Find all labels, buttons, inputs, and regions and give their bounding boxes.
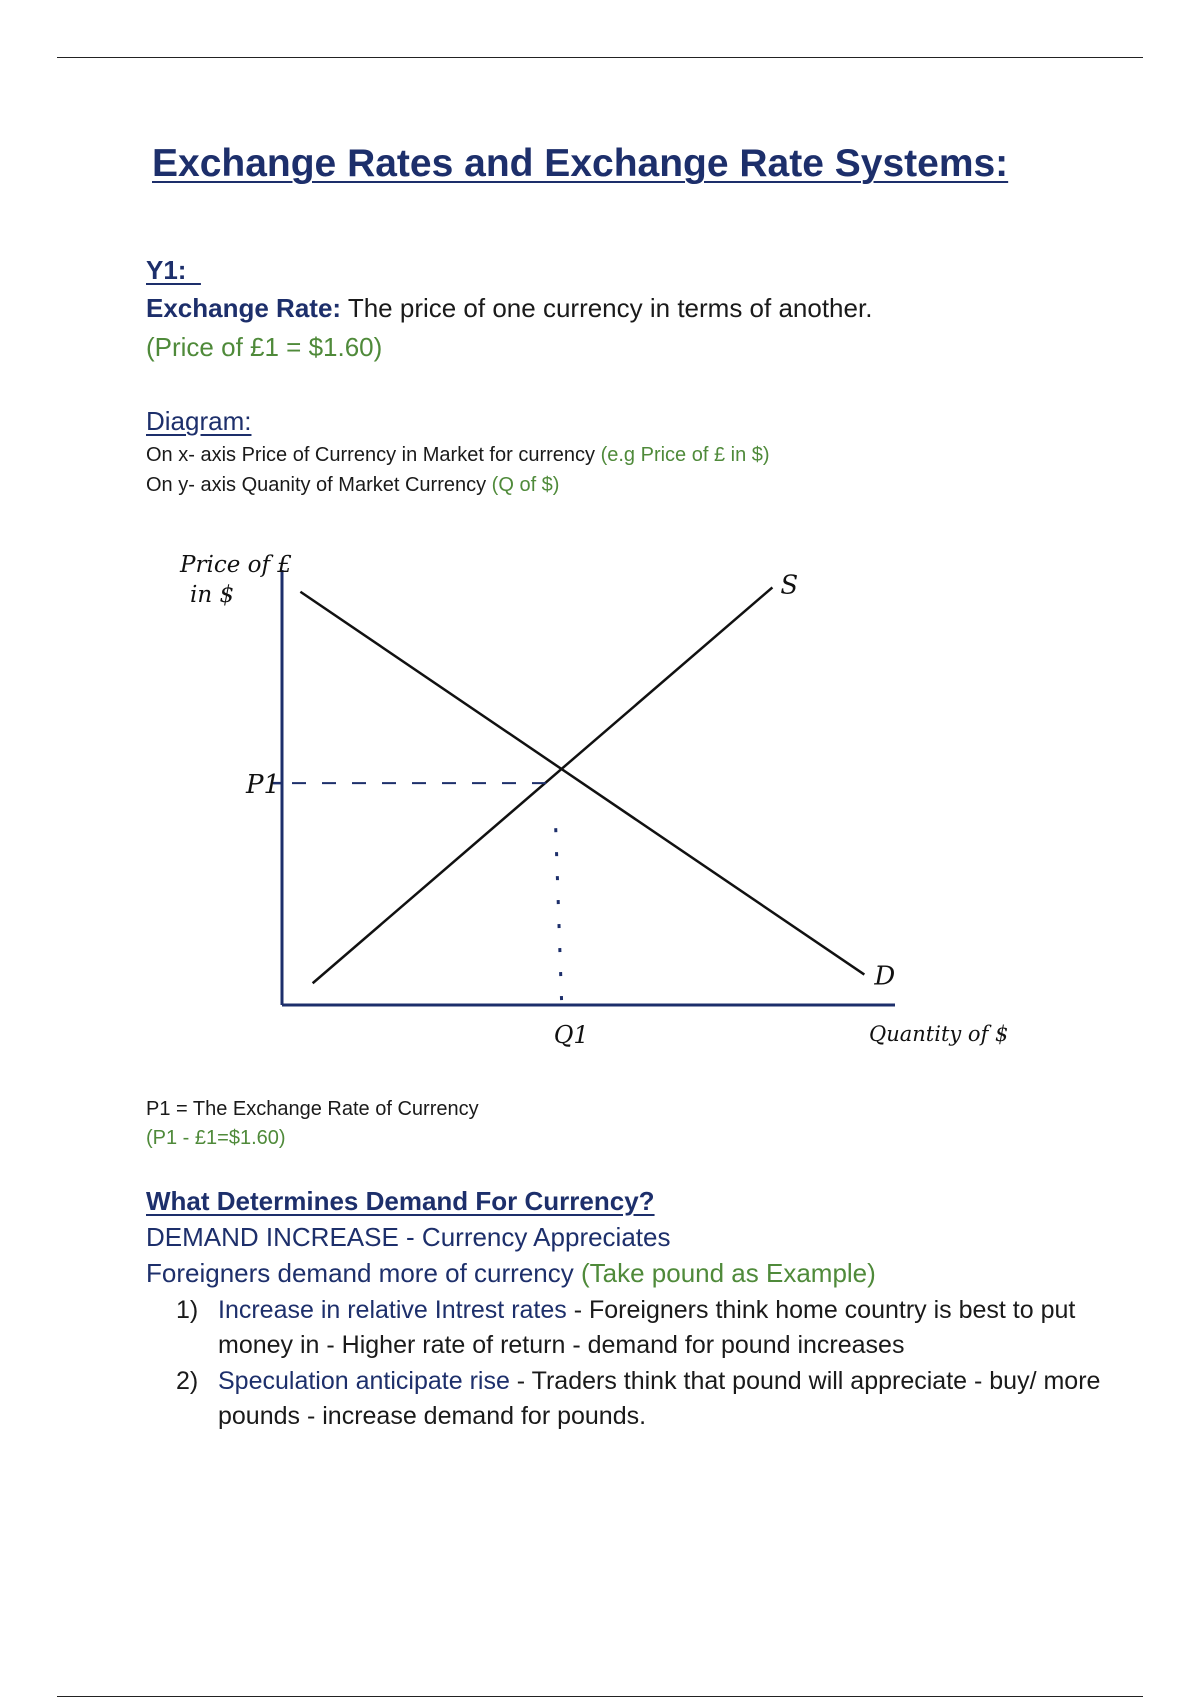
y-axis-note-example: (Q of $) [491, 474, 560, 496]
supply-label: S [780, 570, 799, 601]
y-axis-label-line2: in $ [190, 582, 235, 608]
list-item-body [218, 1293, 1106, 1363]
supply-demand-chart [0, 530, 1200, 1070]
page-title: Exchange Rates and Exchange Rate Systems: [152, 142, 1009, 185]
section-y1-heading: Y1: [146, 255, 201, 285]
p1-label: P1 [246, 770, 281, 801]
list-item-text: - Traders think that pound will appreciate - buy/ more pounds - increase demand for pounds. [218, 1367, 1101, 1430]
exchange-rate-definition [146, 293, 872, 324]
definition-text: The price of one currency in terms of another. [341, 293, 873, 323]
x-axis-note-text: On x- axis Price of Currency in Market for currency [146, 444, 601, 466]
x-axis-label: Quantity of $ [869, 1022, 1009, 1046]
foreigners-text: Foreigners demand more of currency [146, 1258, 581, 1288]
y-axis-label: Price of £ [180, 552, 292, 578]
definition-example: (Price of £1 = $1.60) [146, 332, 383, 362]
list-item [176, 1293, 1106, 1363]
list-item-lead: Increase in relative Intrest rates [218, 1296, 567, 1324]
definition-term: Exchange Rate: [146, 293, 342, 323]
p1-note: P1 = The Exchange Rate of Currency [146, 1098, 479, 1120]
bottom-rule [57, 1696, 1143, 1697]
demand-label: D [874, 961, 896, 992]
quantity-guide-dashed [556, 828, 562, 1005]
list-item [176, 1364, 1106, 1434]
top-rule [57, 57, 1143, 58]
demand-reasons-list [176, 1293, 1106, 1435]
q1-label: Q1 [553, 1021, 589, 1049]
y-axis-note [146, 474, 559, 497]
list-item-body [218, 1364, 1106, 1434]
foreigners-line [146, 1258, 876, 1289]
list-item-number: 1) [176, 1296, 199, 1324]
foreigners-example: (Take pound as Example) [580, 1258, 876, 1288]
list-item-text: - Foreigners think home country is best to put money in - Higher rate of return - demand for pound increases [218, 1296, 1076, 1359]
y-axis-note-text: On y- axis Quanity of Market Currency [146, 474, 492, 496]
list-item-number: 2) [176, 1367, 199, 1395]
demand-section-heading: What Determines Demand For Currency? [146, 1186, 655, 1216]
x-axis-note-example: (e.g Price of £ in $) [600, 444, 770, 466]
x-axis-note [146, 444, 770, 467]
demand-increase-line: DEMAND INCREASE - Currency Appreciates [146, 1222, 671, 1252]
diagram-heading: Diagram: [146, 406, 252, 436]
p1-example: (P1 - £1=$1.60) [146, 1127, 286, 1149]
list-item-lead: Speculation anticipate rise [218, 1367, 510, 1395]
